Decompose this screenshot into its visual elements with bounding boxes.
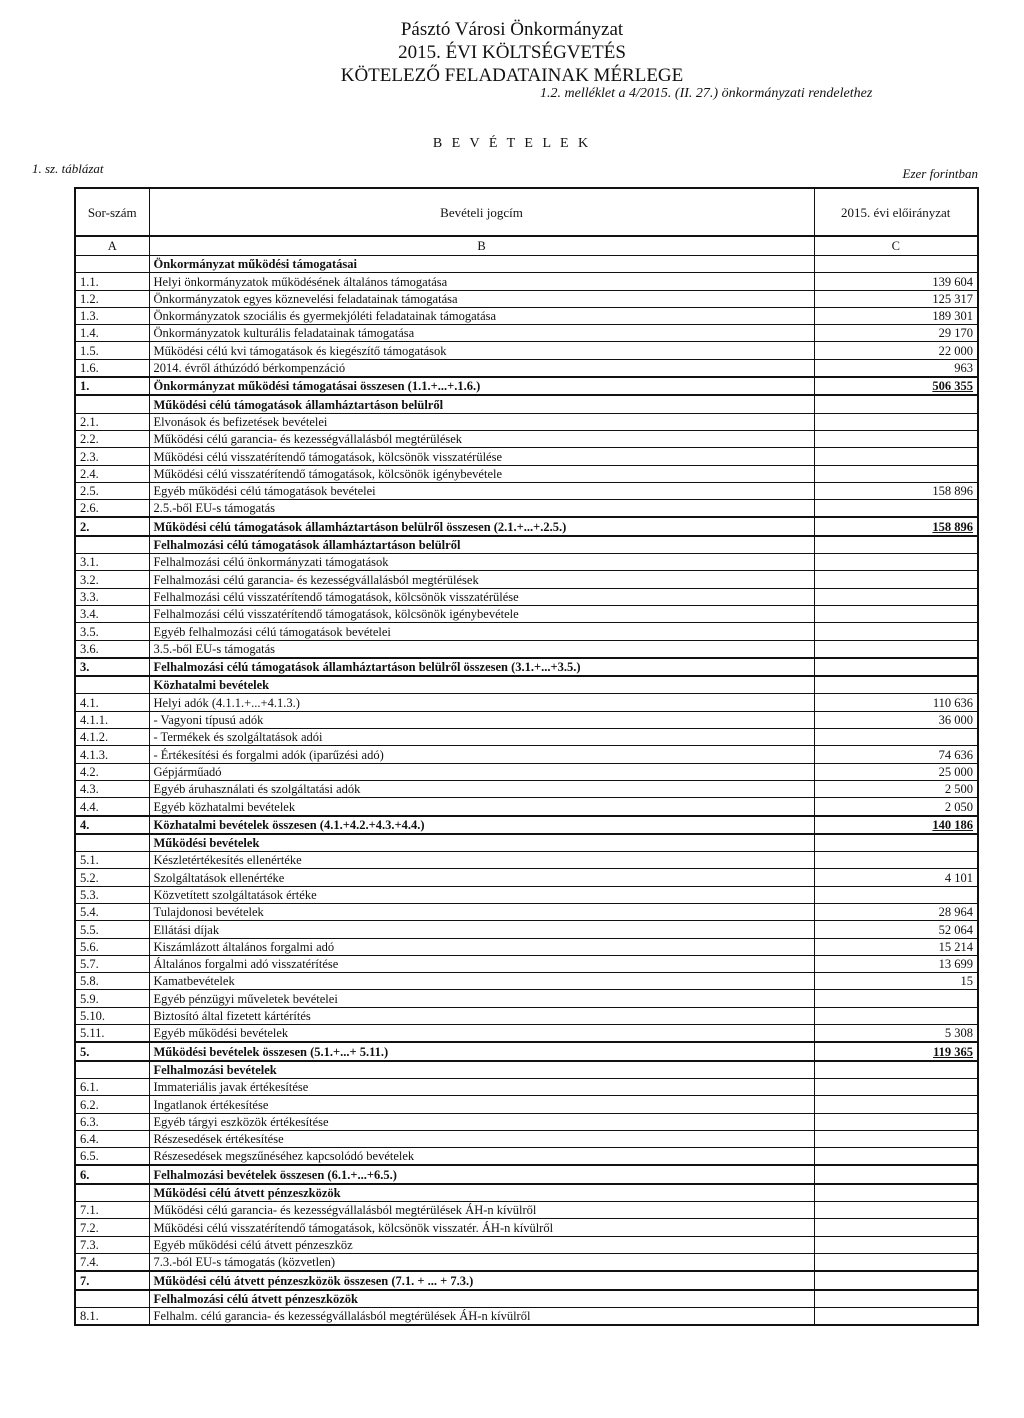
row-value bbox=[814, 1219, 978, 1236]
row-number: 4.4. bbox=[75, 798, 149, 816]
column-header-sorszam: Sor-szám bbox=[75, 188, 149, 236]
total-row bbox=[75, 517, 978, 535]
row-number bbox=[75, 834, 149, 852]
row-description: Helyi önkormányzatok működésének általános támogatása bbox=[149, 273, 814, 290]
row-number: 6.5. bbox=[75, 1148, 149, 1166]
row-description: Működési célú átvett pénzeszközök összesen (7.1. + ... + 7.3.) bbox=[149, 1271, 814, 1289]
row-description: Biztosító által fizetett kártérítés bbox=[149, 1007, 814, 1024]
row-description: 3.5.-ből EU-s támogatás bbox=[149, 640, 814, 658]
section-header-row bbox=[75, 536, 978, 554]
row-description: Működési célú átvett pénzeszközök bbox=[149, 1184, 814, 1202]
row-description: Egyéb tárgyi eszközök értékesítése bbox=[149, 1113, 814, 1130]
table-row bbox=[75, 780, 978, 797]
total-row bbox=[75, 816, 978, 834]
table-body bbox=[75, 256, 978, 1326]
row-value bbox=[814, 500, 978, 518]
row-number: 4.3. bbox=[75, 780, 149, 797]
table-row bbox=[75, 694, 978, 711]
table-row bbox=[75, 711, 978, 728]
table-row bbox=[75, 1236, 978, 1253]
row-description: Felhalmozási célú önkormányzati támogatások bbox=[149, 554, 814, 571]
row-value bbox=[814, 990, 978, 1007]
row-value bbox=[814, 852, 978, 869]
row-description: Felhalmozási célú visszatérítendő támogatások, kölcsönök visszatérülése bbox=[149, 588, 814, 605]
table-row bbox=[75, 886, 978, 903]
table-row bbox=[75, 430, 978, 447]
row-number: 1.6. bbox=[75, 359, 149, 377]
row-description: 7.3.-ból EU-s támogatás (közvetlen) bbox=[149, 1253, 814, 1271]
table-row bbox=[75, 1096, 978, 1113]
table-row bbox=[75, 1307, 978, 1325]
row-number: 6.2. bbox=[75, 1096, 149, 1113]
row-description: Egyéb felhalmozási célú támogatások bevételei bbox=[149, 623, 814, 640]
row-description: Gépjárműadó bbox=[149, 763, 814, 780]
row-description: Működési célú visszatérítendő támogatások, kölcsönök visszatér. ÁH-n kívülről bbox=[149, 1219, 814, 1236]
row-description: Működési bevételek összesen (5.1.+...+ 5.11.) bbox=[149, 1042, 814, 1060]
table-row bbox=[75, 1202, 978, 1219]
row-value: 52 064 bbox=[814, 921, 978, 938]
table-row bbox=[75, 1148, 978, 1166]
row-number: 8.1. bbox=[75, 1307, 149, 1325]
row-value: 139 604 bbox=[814, 273, 978, 290]
row-value bbox=[814, 430, 978, 447]
row-number bbox=[75, 1290, 149, 1308]
row-value bbox=[814, 729, 978, 746]
row-number: 2.3. bbox=[75, 448, 149, 465]
table-row bbox=[75, 465, 978, 482]
unit-label: Ezer forintban bbox=[902, 166, 978, 181]
table-row bbox=[75, 903, 978, 920]
row-number: 7.2. bbox=[75, 1219, 149, 1236]
row-description: - Értékesítési és forgalmi adók (iparűzési adó) bbox=[149, 746, 814, 763]
table-row bbox=[75, 325, 978, 342]
row-number: 7.4. bbox=[75, 1253, 149, 1271]
table-row bbox=[75, 623, 978, 640]
row-description: Részesedések értékesítése bbox=[149, 1130, 814, 1147]
row-value bbox=[814, 1184, 978, 1202]
row-number: 5.4. bbox=[75, 903, 149, 920]
row-description: Önkormányzat működési támogatásai összesen (1.1.+...+.1.6.) bbox=[149, 377, 814, 395]
row-number: 4.1.1. bbox=[75, 711, 149, 728]
total-row bbox=[75, 1165, 978, 1183]
section-header-row bbox=[75, 1061, 978, 1079]
row-value: 158 896 bbox=[814, 482, 978, 499]
table-row bbox=[75, 938, 978, 955]
row-description: Felhalmozási célú garancia- és kezességvállalásból megtérülések bbox=[149, 571, 814, 588]
table-row bbox=[75, 413, 978, 430]
table-row bbox=[75, 307, 978, 324]
row-value bbox=[814, 834, 978, 852]
row-value bbox=[814, 1148, 978, 1166]
row-number: 5.8. bbox=[75, 973, 149, 990]
row-description: Közhatalmi bevételek bbox=[149, 676, 814, 694]
row-value bbox=[814, 1061, 978, 1079]
table-row bbox=[75, 1007, 978, 1024]
row-value bbox=[814, 1130, 978, 1147]
section-header-row bbox=[75, 395, 978, 413]
row-description: - Vagyoni típusú adók bbox=[149, 711, 814, 728]
row-value: 2 050 bbox=[814, 798, 978, 816]
row-description: Részesedések megszűnéséhez kapcsolódó bevételek bbox=[149, 1148, 814, 1166]
row-value: 22 000 bbox=[814, 342, 978, 359]
column-header-row bbox=[75, 188, 978, 236]
table-row bbox=[75, 1078, 978, 1095]
row-value: 158 896 bbox=[814, 517, 978, 535]
row-value bbox=[814, 605, 978, 622]
row-description: Kamatbevételek bbox=[149, 973, 814, 990]
row-number bbox=[75, 1061, 149, 1079]
row-value bbox=[814, 676, 978, 694]
row-value: 140 186 bbox=[814, 816, 978, 834]
row-value bbox=[814, 1096, 978, 1113]
row-value bbox=[814, 658, 978, 676]
row-number: 3. bbox=[75, 658, 149, 676]
row-description: Működési célú garancia- és kezességvállalásból megtérülések bbox=[149, 430, 814, 447]
row-description: Egyéb működési bevételek bbox=[149, 1025, 814, 1043]
table-row bbox=[75, 359, 978, 377]
section-header-row bbox=[75, 256, 978, 273]
section-header-row bbox=[75, 1184, 978, 1202]
row-description: Egyéb pénzügyi műveletek bevételei bbox=[149, 990, 814, 1007]
table-row bbox=[75, 571, 978, 588]
total-row bbox=[75, 1042, 978, 1060]
balance-title: KÖTELEZŐ FELADATAINAK MÉRLEGE bbox=[340, 65, 684, 86]
revenue-table bbox=[74, 187, 979, 1326]
row-value bbox=[814, 571, 978, 588]
table-row bbox=[75, 852, 978, 869]
row-description: Működési célú garancia- és kezességvállalásból megtérülések ÁH-n kívülről bbox=[149, 1202, 814, 1219]
table-row bbox=[75, 1113, 978, 1130]
row-value bbox=[814, 1236, 978, 1253]
row-number: 5.10. bbox=[75, 1007, 149, 1024]
row-description: Közvetített szolgáltatások értéke bbox=[149, 886, 814, 903]
column-header-eloiranyzat: 2015. évi előirányzat bbox=[814, 188, 978, 236]
row-number: 5.9. bbox=[75, 990, 149, 1007]
row-value: 189 301 bbox=[814, 307, 978, 324]
row-value bbox=[814, 588, 978, 605]
row-value bbox=[814, 448, 978, 465]
row-description: Felhalmozási bevételek bbox=[149, 1061, 814, 1079]
row-number: 2.5. bbox=[75, 482, 149, 499]
row-value: 15 bbox=[814, 973, 978, 990]
row-description: Szolgáltatások ellenértéke bbox=[149, 869, 814, 886]
row-value bbox=[814, 1007, 978, 1024]
table-row bbox=[75, 869, 978, 886]
row-number: 2.1. bbox=[75, 413, 149, 430]
row-number: 3.5. bbox=[75, 623, 149, 640]
row-number: 6.4. bbox=[75, 1130, 149, 1147]
row-description: Önkormányzatok egyes köznevelési feladatainak támogatása bbox=[149, 290, 814, 307]
annex-reference: 1.2. melléklet a 4/2015. (II. 27.) önkormányzati rendelethez bbox=[540, 86, 873, 101]
row-value bbox=[814, 1165, 978, 1183]
row-number: 1.1. bbox=[75, 273, 149, 290]
row-number: 6. bbox=[75, 1165, 149, 1183]
row-description: Felhalmozási bevételek összesen (6.1.+...+6.5.) bbox=[149, 1165, 814, 1183]
row-number: 3.1. bbox=[75, 554, 149, 571]
row-description: Egyéb működési célú támogatások bevételei bbox=[149, 482, 814, 499]
row-number: 6.3. bbox=[75, 1113, 149, 1130]
row-description: Működési célú támogatások államháztartáson belülről bbox=[149, 395, 814, 413]
row-number: 1.4. bbox=[75, 325, 149, 342]
row-description: Önkormányzat működési támogatásai bbox=[149, 256, 814, 273]
row-description: Működési célú visszatérítendő támogatások, kölcsönök igénybevétele bbox=[149, 465, 814, 482]
row-number: 4.1.2. bbox=[75, 729, 149, 746]
total-row bbox=[75, 658, 978, 676]
row-number: 7.1. bbox=[75, 1202, 149, 1219]
section-header-row bbox=[75, 676, 978, 694]
row-description: Ingatlanok értékesítése bbox=[149, 1096, 814, 1113]
row-number: 3.4. bbox=[75, 605, 149, 622]
row-number: 5. bbox=[75, 1042, 149, 1060]
row-number: 2.2. bbox=[75, 430, 149, 447]
row-number bbox=[75, 676, 149, 694]
budget-title: 2015. ÉVI KÖLTSÉGVETÉS bbox=[398, 42, 626, 63]
column-letter-b: B bbox=[149, 236, 814, 256]
row-description: Felhalmozási célú támogatások államháztartáson belülről bbox=[149, 536, 814, 554]
row-number: 2. bbox=[75, 517, 149, 535]
row-description: Helyi adók (4.1.1.+...+4.1.3.) bbox=[149, 694, 814, 711]
row-number bbox=[75, 395, 149, 413]
row-description: Immateriális javak értékesítése bbox=[149, 1078, 814, 1095]
table-row bbox=[75, 448, 978, 465]
table-row bbox=[75, 921, 978, 938]
row-value bbox=[814, 554, 978, 571]
row-value bbox=[814, 640, 978, 658]
row-number: 1.2. bbox=[75, 290, 149, 307]
row-number: 7.3. bbox=[75, 1236, 149, 1253]
row-value bbox=[814, 413, 978, 430]
row-value bbox=[814, 536, 978, 554]
table-row bbox=[75, 746, 978, 763]
row-number: 5.6. bbox=[75, 938, 149, 955]
row-value: 110 636 bbox=[814, 694, 978, 711]
row-value bbox=[814, 465, 978, 482]
row-number: 3.3. bbox=[75, 588, 149, 605]
row-description: Egyéb áruhasználati és szolgáltatási adók bbox=[149, 780, 814, 797]
table-row bbox=[75, 990, 978, 1007]
table-row bbox=[75, 763, 978, 780]
row-description: Elvonások és befizetések bevételei bbox=[149, 413, 814, 430]
column-letter-a: A bbox=[75, 236, 149, 256]
table-row bbox=[75, 973, 978, 990]
row-description: Készletértékesítés ellenértéke bbox=[149, 852, 814, 869]
row-value: 74 636 bbox=[814, 746, 978, 763]
row-description: Önkormányzatok szociális és gyermekjóléti feladatainak támogatása bbox=[149, 307, 814, 324]
row-number: 1.5. bbox=[75, 342, 149, 359]
row-description: 2.5.-ből EU-s támogatás bbox=[149, 500, 814, 518]
row-value bbox=[814, 886, 978, 903]
row-number bbox=[75, 536, 149, 554]
row-number: 2.6. bbox=[75, 500, 149, 518]
section-header-row bbox=[75, 1290, 978, 1308]
row-value bbox=[814, 1253, 978, 1271]
row-value: 125 317 bbox=[814, 290, 978, 307]
row-number: 3.6. bbox=[75, 640, 149, 658]
row-value bbox=[814, 395, 978, 413]
row-number: 4. bbox=[75, 816, 149, 834]
row-value bbox=[814, 256, 978, 273]
section-header-row bbox=[75, 834, 978, 852]
row-description: Általános forgalmi adó visszatérítése bbox=[149, 955, 814, 972]
table-row bbox=[75, 729, 978, 746]
row-number: 5.7. bbox=[75, 955, 149, 972]
row-number: 5.3. bbox=[75, 886, 149, 903]
section-title: B E V É T E L E K bbox=[432, 136, 592, 151]
row-description: Felhalmozási célú visszatérítendő támogatások, kölcsönök igénybevétele bbox=[149, 605, 814, 622]
row-number: 4.1.3. bbox=[75, 746, 149, 763]
row-value: 28 964 bbox=[814, 903, 978, 920]
table-row bbox=[75, 798, 978, 816]
total-row bbox=[75, 1271, 978, 1289]
total-row bbox=[75, 377, 978, 395]
table-row bbox=[75, 342, 978, 359]
row-number: 4.2. bbox=[75, 763, 149, 780]
table-label: 1. sz. táblázat bbox=[32, 161, 104, 176]
row-value: 2 500 bbox=[814, 780, 978, 797]
row-description: Közhatalmi bevételek összesen (4.1.+4.2.+4.3.+4.4.) bbox=[149, 816, 814, 834]
row-description: Felhalm. célú garancia- és kezességvállalásból megtérülések ÁH-n kívülről bbox=[149, 1307, 814, 1325]
row-value bbox=[814, 1290, 978, 1308]
row-description: Felhalmozási célú támogatások államháztartáson belülről összesen (3.1.+...+3.5.) bbox=[149, 658, 814, 676]
table-row bbox=[75, 482, 978, 499]
row-number: 6.1. bbox=[75, 1078, 149, 1095]
municipality-name: Pásztó Városi Önkormányzat bbox=[400, 19, 624, 40]
column-letter-row bbox=[75, 236, 978, 256]
row-number: 5.2. bbox=[75, 869, 149, 886]
row-description: Működési célú kvi támogatások és kiegészítő támogatások bbox=[149, 342, 814, 359]
row-number: 7. bbox=[75, 1271, 149, 1289]
row-description: - Termékek és szolgáltatások adói bbox=[149, 729, 814, 746]
row-description: 2014. évről áthúzódó bérkompenzáció bbox=[149, 359, 814, 377]
row-description: Működési célú visszatérítendő támogatások, kölcsönök visszatérülése bbox=[149, 448, 814, 465]
table-row bbox=[75, 1130, 978, 1147]
row-number: 4.1. bbox=[75, 694, 149, 711]
document-header bbox=[0, 18, 1024, 87]
row-value bbox=[814, 623, 978, 640]
row-value: 963 bbox=[814, 359, 978, 377]
row-description: Felhalmozási célú átvett pénzeszközök bbox=[149, 1290, 814, 1308]
row-description: Önkormányzatok kulturális feladatainak támogatása bbox=[149, 325, 814, 342]
table-row bbox=[75, 554, 978, 571]
row-value: 25 000 bbox=[814, 763, 978, 780]
table-row bbox=[75, 588, 978, 605]
table-row bbox=[75, 1025, 978, 1043]
row-value: 4 101 bbox=[814, 869, 978, 886]
row-value: 15 214 bbox=[814, 938, 978, 955]
row-value bbox=[814, 1113, 978, 1130]
row-value bbox=[814, 1202, 978, 1219]
row-value bbox=[814, 1307, 978, 1325]
row-value: 13 699 bbox=[814, 955, 978, 972]
row-value: 506 355 bbox=[814, 377, 978, 395]
row-description: Működési bevételek bbox=[149, 834, 814, 852]
table-row bbox=[75, 605, 978, 622]
row-value: 29 170 bbox=[814, 325, 978, 342]
row-description: Ellátási díjak bbox=[149, 921, 814, 938]
row-value bbox=[814, 1271, 978, 1289]
row-number: 2.4. bbox=[75, 465, 149, 482]
row-description: Egyéb működési célú átvett pénzeszköz bbox=[149, 1236, 814, 1253]
row-number: 1.3. bbox=[75, 307, 149, 324]
row-description: Tulajdonosi bevételek bbox=[149, 903, 814, 920]
table-row bbox=[75, 273, 978, 290]
column-header-jogcim: Bevételi jogcím bbox=[149, 188, 814, 236]
table-row bbox=[75, 500, 978, 518]
row-number: 1. bbox=[75, 377, 149, 395]
row-description: Kiszámlázott általános forgalmi adó bbox=[149, 938, 814, 955]
row-description: Működési célú támogatások államháztartáson belülről összesen (2.1.+...+.2.5.) bbox=[149, 517, 814, 535]
row-number bbox=[75, 256, 149, 273]
row-description: Egyéb közhatalmi bevételek bbox=[149, 798, 814, 816]
row-number: 5.5. bbox=[75, 921, 149, 938]
row-number: 5.1. bbox=[75, 852, 149, 869]
table-row bbox=[75, 640, 978, 658]
table-row bbox=[75, 290, 978, 307]
row-value bbox=[814, 1078, 978, 1095]
row-value: 119 365 bbox=[814, 1042, 978, 1060]
column-letter-c: C bbox=[814, 236, 978, 256]
table-row bbox=[75, 1219, 978, 1236]
row-number bbox=[75, 1184, 149, 1202]
row-number: 5.11. bbox=[75, 1025, 149, 1043]
row-value: 5 308 bbox=[814, 1025, 978, 1043]
row-number: 3.2. bbox=[75, 571, 149, 588]
table-row bbox=[75, 1253, 978, 1271]
table-row bbox=[75, 955, 978, 972]
row-value: 36 000 bbox=[814, 711, 978, 728]
